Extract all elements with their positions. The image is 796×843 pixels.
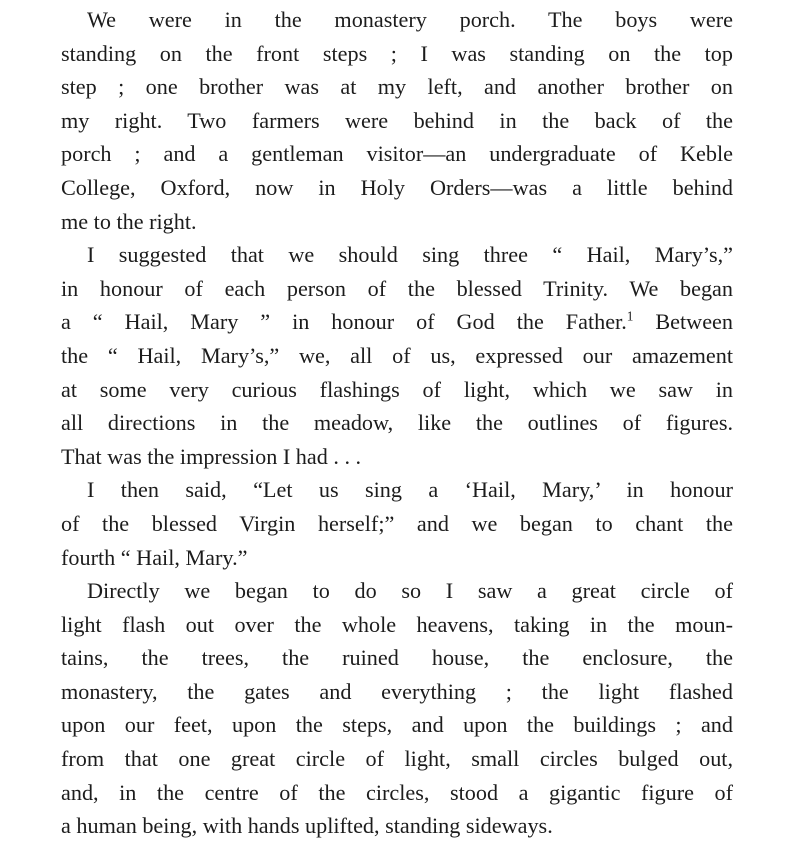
text-line: all directions in the meadow, like the outlines of figures.	[61, 410, 733, 436]
paragraph-1	[61, 3, 733, 238]
text-line: standing on the front steps ; I was standing on the top	[61, 40, 733, 66]
footnote-marker: 1	[626, 308, 634, 324]
text-line: College, Oxford, now in Holy Orders—was a little behind	[61, 174, 733, 200]
paragraph-3	[61, 473, 733, 574]
text-line: light flash out over the whole heavens, taking in the moun-	[61, 611, 733, 637]
text-line: tains, the trees, the ruined house, the enclosure, the	[61, 645, 733, 671]
body-text	[61, 3, 733, 843]
text-line: I suggested that we should sing three “ Hail, Mary’s,”	[87, 242, 733, 268]
paragraph-4	[61, 574, 733, 843]
paragraph-2	[61, 238, 733, 473]
text-line: from that one great circle of light, small circles bulged out,	[61, 746, 733, 772]
text-line: monastery, the gates and everything ; the light flashed	[61, 678, 733, 704]
text-line: my right. Two farmers were behind in the back of the	[61, 107, 733, 133]
text-line: porch ; and a gentleman visitor—an undergraduate of Keble	[61, 141, 733, 167]
text-line-with-footnote	[61, 305, 733, 339]
text-line: step ; one brother was at my left, and another brother on	[61, 74, 733, 100]
text-line: me to the right.	[61, 208, 197, 234]
text-line: the “ Hail, Mary’s,” we, all of us, expressed our amazement	[61, 342, 733, 368]
text-line: in honour of each person of the blessed Trinity. We began	[61, 275, 733, 301]
text-fragment: a “ Hail, Mary ” in honour of God the Father.	[61, 309, 627, 335]
text-line: a human being, with hands uplifted, standing sideways.	[61, 813, 553, 839]
text-line: at some very curious flashings of light, which we saw in	[61, 376, 733, 402]
text-line: fourth “ Hail, Mary.”	[61, 544, 248, 570]
text-line: That was the impression I had . . .	[61, 443, 362, 469]
text-line: and, in the centre of the circles, stood a gigantic figure of	[61, 779, 733, 805]
text-line: I then said, “Let us sing a ‘Hail, Mary,’ in honour	[87, 477, 733, 503]
text-fragment: Between	[655, 309, 733, 335]
text-line: We were in the monastery porch. The boys were	[87, 7, 733, 32]
text-line: upon our feet, upon the steps, and upon the buildings ; and	[61, 712, 733, 738]
text-line: of the blessed Virgin herself;” and we began to chant the	[61, 510, 733, 536]
text-line: Directly we began to do so I saw a great circle of	[87, 578, 733, 604]
